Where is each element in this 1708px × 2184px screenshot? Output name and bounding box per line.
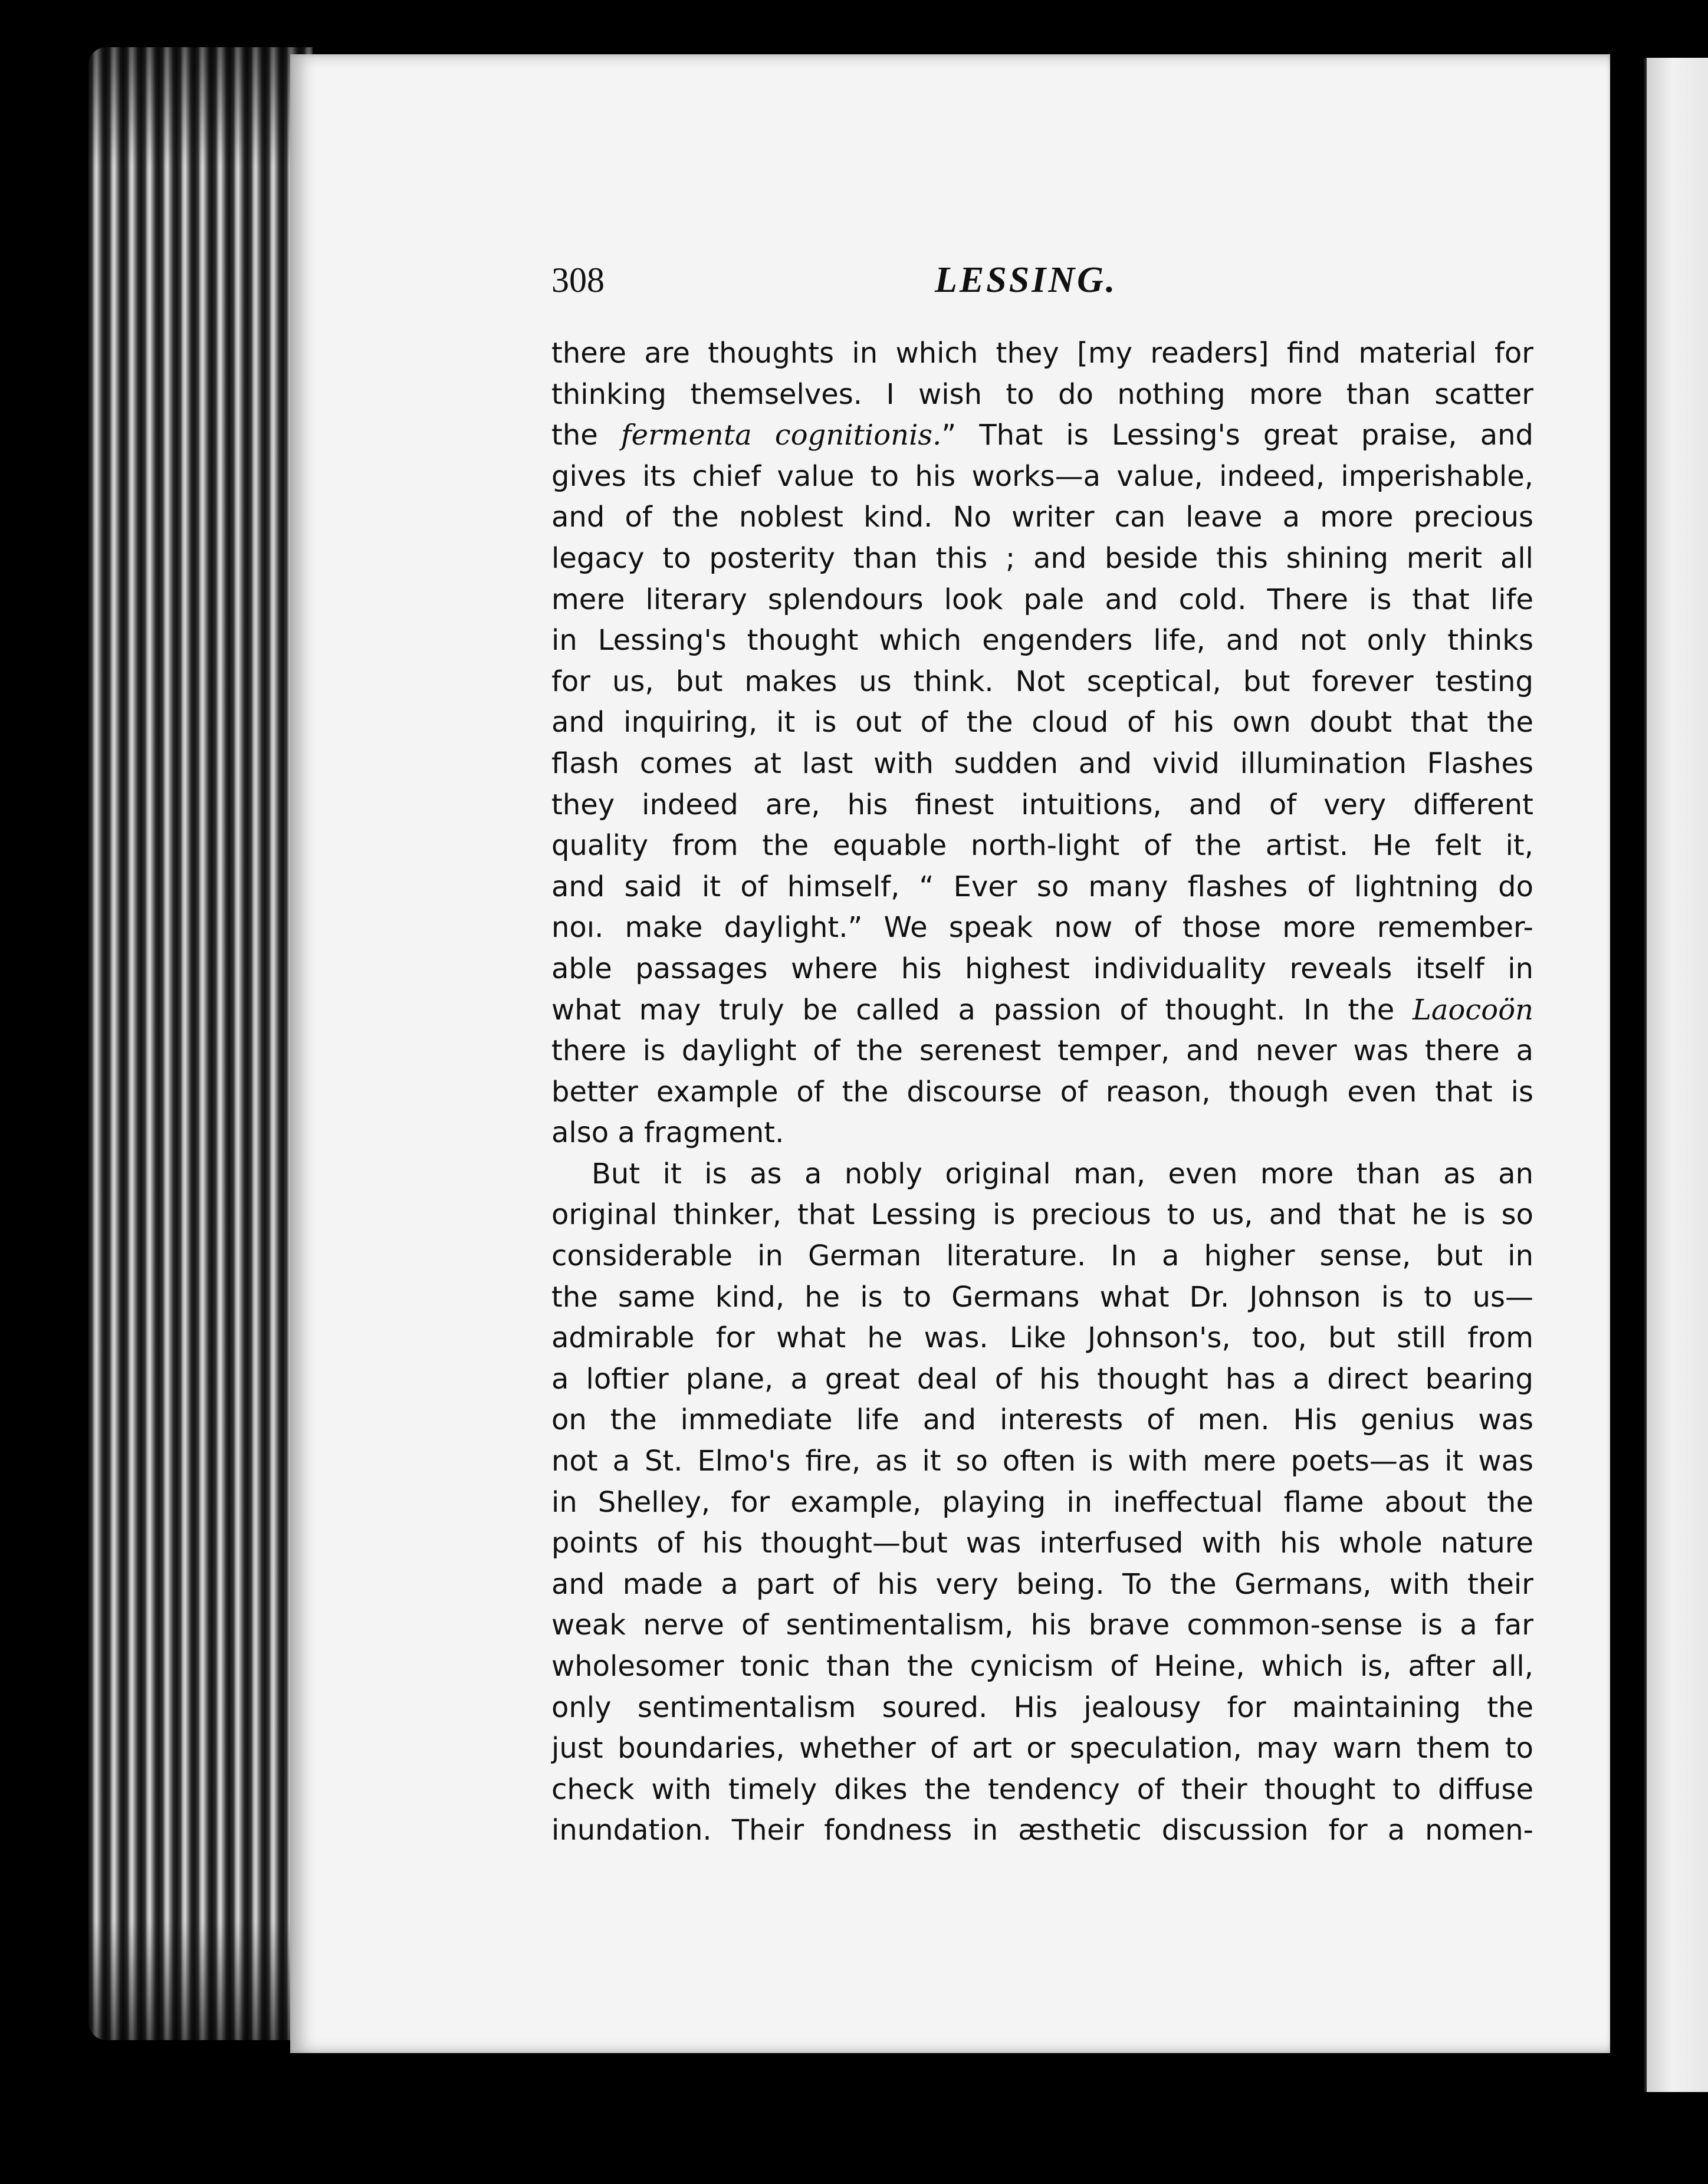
text-line: and made a part of his very being. To the Germans, with their bbox=[551, 1567, 1533, 1601]
text-line: considerable in German literature. In a higher sense, but in bbox=[551, 1239, 1533, 1273]
body-text bbox=[551, 333, 1533, 1851]
book-page-edges bbox=[88, 47, 313, 2040]
text-line: and of the noblest kind. No writer can leave a more precious bbox=[551, 501, 1533, 534]
text-line: noı. make daylight.” We speak now of those more remember- bbox=[551, 911, 1533, 945]
text-line: and inquiring, it is out of the cloud of his own doubt that the bbox=[551, 706, 1533, 739]
text-line: weak nerve of sentimentalism, his brave common-sense is a far bbox=[551, 1609, 1533, 1642]
text-line: mere literary splendours look pale and cold. There is that life bbox=[551, 583, 1533, 616]
italic-phrase: fermenta cognitionis. bbox=[620, 419, 942, 452]
text-line: in Shelley, for example, playing in ineffectual flame about the bbox=[551, 1485, 1533, 1519]
facing-page-edge bbox=[1644, 58, 1708, 2092]
italic-phrase: Laocoön bbox=[1413, 993, 1533, 1027]
text-line: just boundaries, whether of art or speculation, may warn them to bbox=[551, 1732, 1533, 1765]
text-fragment: ” bbox=[941, 419, 957, 452]
text-line: a loftier plane, a great deal of his thought has a direct bearing bbox=[551, 1362, 1533, 1396]
text-line: the same kind, he is to Germans what Dr. Johnson is to us— bbox=[551, 1280, 1533, 1314]
paragraph-first-line: But it is as a nobly original man, even more than as an bbox=[592, 1157, 1533, 1190]
running-head bbox=[551, 254, 1533, 307]
text-line: there is daylight of the serenest temper, and never was there a bbox=[551, 1034, 1533, 1068]
text-line: legacy to posterity than this ; and beside this shining merit all bbox=[551, 541, 1533, 575]
text-line: better example of the discourse of reason, though even that is bbox=[551, 1075, 1533, 1109]
text-line: wholesomer tonic than the cynicism of Heine, which is, after all, bbox=[551, 1650, 1533, 1683]
text-line: thinking themselves. I wish to do nothing more than scatter bbox=[551, 377, 1533, 411]
text-fragment: That is Lessing's great praise, and bbox=[979, 419, 1533, 452]
text-line: on the immediate life and interests of men. His genius was bbox=[551, 1403, 1533, 1437]
text-line: points of his thought—but was interfused with his whole nature bbox=[551, 1527, 1533, 1560]
text-line: also a fragment. bbox=[551, 1116, 784, 1150]
text-line: able passages where his highest individuality reveals itself in bbox=[551, 952, 1533, 985]
text-line: gives its chief value to his works—a value, indeed, imperishable, bbox=[551, 459, 1533, 493]
text-line: admirable for what he was. Like Johnson's, too, but still from bbox=[551, 1321, 1533, 1355]
text-fragment: what may truly be called a passion of thought. In the bbox=[551, 993, 1395, 1027]
text-line bbox=[551, 990, 1533, 1031]
text-line: for us, but makes us think. Not sceptical, but forever testing bbox=[551, 665, 1533, 698]
page-number: 308 bbox=[551, 261, 605, 300]
text-line: only sentimentalism soured. His jealousy for maintaining the bbox=[551, 1690, 1533, 1724]
text-line: not a St. Elmo's fire, as it so often is with mere poets—as it was bbox=[551, 1445, 1533, 1478]
text-line: original thinker, that Lessing is precious to us, and that he is so bbox=[551, 1198, 1533, 1232]
page-title: LESSING. bbox=[935, 260, 1118, 300]
text-line: in Lessing's thought which engenders life, and not only thinks bbox=[551, 624, 1533, 657]
text-line: there are thoughts in which they [my readers] find material for bbox=[551, 337, 1533, 370]
text-line: flash comes at last with sudden and vivid illumination Flashes bbox=[551, 746, 1533, 780]
text-line: inundation. Their fondness in æsthetic discussion for a nomen- bbox=[551, 1814, 1533, 1847]
text-line: and said it of himself, “ Ever so many flashes of lightning do bbox=[551, 870, 1533, 903]
text-line: quality from the equable north-light of the artist. He felt it, bbox=[551, 829, 1533, 863]
text-line: check with timely dikes the tendency of their thought to diffuse bbox=[551, 1772, 1533, 1806]
text-fragment: the bbox=[551, 419, 598, 452]
text-line: they indeed are, his finest intuitions, and of very different bbox=[551, 788, 1533, 821]
text-line bbox=[551, 415, 1533, 456]
